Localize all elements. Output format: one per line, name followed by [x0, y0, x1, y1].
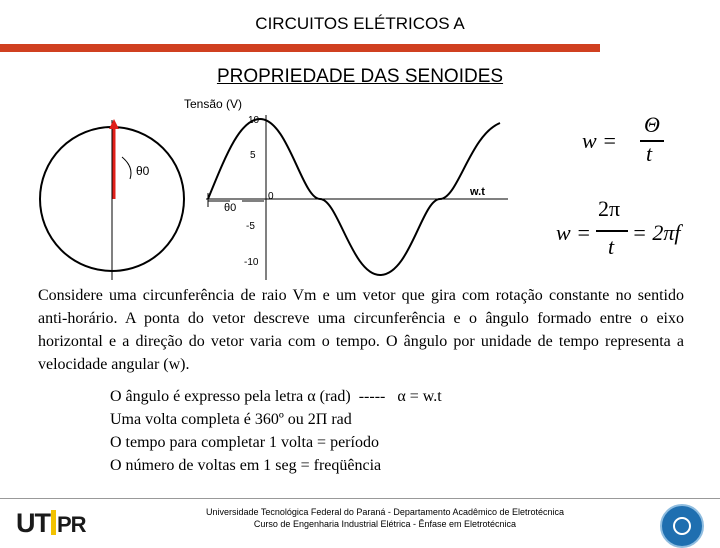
- x-axis-label: w.t: [470, 186, 485, 198]
- tick-label-10: 10: [248, 115, 260, 126]
- logo-ut-text: UT: [16, 508, 50, 538]
- tick-label-0: 0: [268, 191, 274, 202]
- footer-line-2: Curso de Engenharia Industrial Elétrica - Ênfase em Eletrotécnica: [253, 519, 517, 529]
- sine-curve: [208, 119, 500, 275]
- tick-label-minus10: -10: [244, 257, 259, 268]
- header-title: CIRCUITOS ELÉTRICOS A: [255, 14, 465, 33]
- note-item: Uma volta completa é 360º ou 2Π rad: [110, 411, 352, 428]
- eq1-numerator: Θ: [644, 112, 660, 137]
- eq2-denominator: t: [608, 234, 615, 259]
- tick-label-5: 5: [250, 150, 256, 161]
- note-item: O ângulo é expresso pela letra α (rad) ----- α = w.t: [110, 388, 442, 405]
- note-item: O número de voltas em 1 seg = freqüência: [110, 457, 382, 474]
- department-seal-icon: [660, 504, 704, 548]
- explanation-paragraph: Considere uma circunferência de raio Vm e um vetor que gira com rotação constante no sentido anti-horário. A ponta do vetor descreve uma circunferência e o ângulo formado entre o eixo horizontal e a direção do vetor varia com o tempo. O ângulo por unidade de tempo representa a velocidade angular (w).: [38, 287, 684, 373]
- angle-arc-circle: [122, 157, 131, 179]
- eq1-denominator: t: [646, 141, 653, 166]
- note-item: O tempo para completar 1 volta = período: [110, 434, 379, 451]
- eq2-rhs: = 2πf: [632, 220, 681, 245]
- vector-arrowhead: [109, 119, 119, 129]
- notes-list: [110, 385, 442, 477]
- angle-label-axis: θ0: [224, 202, 237, 214]
- eq2-numerator: 2π: [598, 196, 621, 221]
- footer: [0, 502, 720, 540]
- footer-text: [160, 506, 610, 530]
- eq1-lhs: w =: [582, 128, 618, 153]
- header-divider: [0, 44, 720, 52]
- eq2-lhs: w =: [556, 220, 592, 245]
- angle-label-circle: θ0: [136, 164, 150, 178]
- y-axis-label: Tensão (V): [184, 97, 243, 111]
- eq2-fraction-bar: [596, 230, 628, 232]
- footer-line-1: Universidade Tecnológica Federal do Paraná - Departamento Acadêmico de Eletrotécnica: [205, 507, 565, 517]
- logo-yellow-bar: [51, 510, 56, 535]
- logo-pr-text: PR: [57, 512, 86, 537]
- footer-divider: [0, 498, 720, 499]
- utfpr-logo: [16, 508, 86, 539]
- slide-title: PROPRIEDADE DAS SENOIDES: [216, 66, 504, 87]
- phasor-sine-diagram: [30, 95, 550, 285]
- tick-label-minus5: -5: [246, 221, 255, 232]
